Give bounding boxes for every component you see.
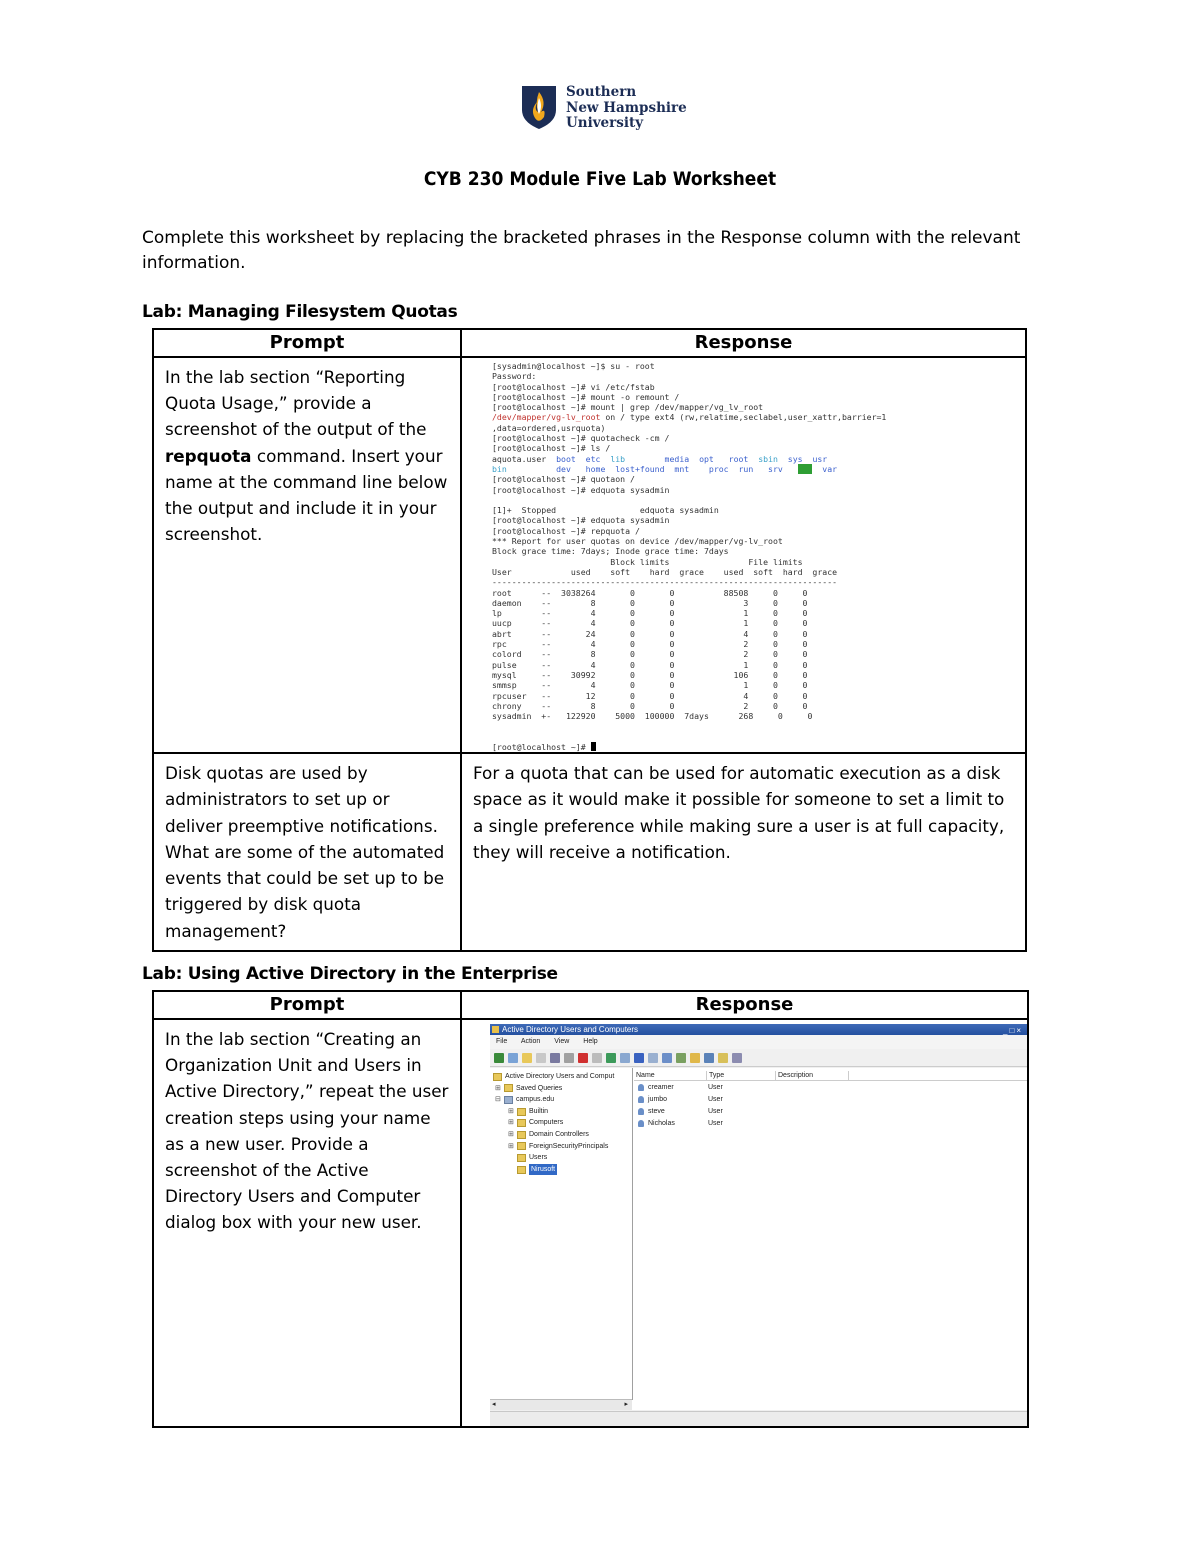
scroll-right-icon[interactable]: ▸ — [624, 1401, 628, 1408]
quota-row: abrt -- 24 0 0 4 0 0 — [492, 628, 808, 639]
tree-label: Domain Controllers — [529, 1130, 589, 1138]
term-ls: sys usr — [777, 453, 828, 464]
collapse-icon[interactable]: ⊟ — [495, 1096, 501, 1104]
term-ls: bin — [492, 463, 507, 474]
folder-icon — [517, 1154, 526, 1162]
ad-app-icon — [492, 1026, 499, 1033]
quota-row: rpcuser -- 12 0 0 4 0 0 — [492, 690, 808, 701]
folder-icon — [517, 1119, 526, 1127]
user-name: steve — [648, 1107, 665, 1115]
term-line: *** Report for user quotas on device /dev/mapper/vg-lv_root — [492, 536, 783, 547]
show-tree-icon[interactable] — [536, 1053, 546, 1063]
tree-item-domain[interactable] — [490, 1094, 632, 1106]
tree-label: ForeignSecurityPrincipals — [529, 1142, 609, 1150]
term-ls: var — [812, 463, 838, 474]
menu-file[interactable]: File — [496, 1038, 508, 1045]
lab2-heading: Lab: Using Active Directory in the Enterprise — [142, 964, 558, 984]
user-type: User — [708, 1119, 723, 1127]
col-description[interactable]: Description — [776, 1071, 849, 1080]
tree-item-users[interactable] — [490, 1152, 632, 1164]
quota-row: sysadmin +- 122920 5000 100000 7days 268 0 0 — [492, 711, 813, 722]
lab1-row1-prompt-command: repquota — [165, 445, 252, 466]
term-line: ---------------------------------------------------------------------- — [492, 577, 838, 588]
new-group-icon[interactable] — [676, 1053, 686, 1063]
ad-window-title: Active Directory Users and Computers — [502, 1025, 639, 1034]
col-type[interactable]: Type — [707, 1071, 776, 1080]
export-icon[interactable] — [620, 1053, 630, 1063]
ad-toolbar — [490, 1049, 1027, 1067]
quota-row: smmsp -- 4 0 0 1 0 0 — [492, 680, 808, 691]
tree-label: Saved Queries — [516, 1084, 563, 1092]
user-name: jumbo — [648, 1095, 668, 1103]
quota-row: mysql -- 30992 0 0 106 0 0 — [492, 669, 808, 680]
tree-label: Active Directory Users and Comput — [505, 1073, 615, 1080]
ad-tree-pane — [490, 1068, 633, 1400]
ou-icon — [517, 1166, 526, 1174]
up-folder-icon[interactable] — [522, 1053, 532, 1063]
term-line: [root@localhost ~]# edquota sysadmin — [492, 515, 670, 526]
list-item[interactable] — [634, 1081, 1027, 1093]
quota-row: colord -- 8 0 0 2 0 0 — [492, 649, 808, 660]
term-line: Block limits File limits — [492, 556, 803, 567]
user-icon — [638, 1120, 644, 1127]
expand-icon[interactable]: ⊞ — [508, 1142, 514, 1150]
filter-icon[interactable] — [704, 1053, 714, 1063]
quota-row: root -- 3038264 0 0 88508 0 0 — [492, 587, 808, 598]
lab1-heading: Lab: Managing Filesystem Quotas — [142, 302, 458, 322]
copy-icon[interactable] — [564, 1053, 574, 1063]
tree-item-selected-ou[interactable] — [490, 1164, 632, 1176]
term-line: [root@localhost ~]# mount | grep /dev/mapper/vg_lv_root — [492, 402, 764, 413]
term-line: [root@localhost ~]# vi /etc/fstab — [492, 381, 655, 392]
new-ou-icon[interactable] — [690, 1053, 700, 1063]
term-line: [root@localhost ~]# quotaon / — [492, 474, 635, 485]
cut-icon[interactable] — [550, 1053, 560, 1063]
lab1-row2-response[interactable]: For a quota that can be used for automatic execution as a disk space as it would make it possible for someone to set a limit to a single preference while making sure a user is at full capacity, they will receive a notification. — [461, 753, 1026, 950]
folder-icon — [517, 1142, 526, 1150]
user-type: User — [708, 1083, 723, 1091]
term-line: [1]+ Stopped edquota sysadmin — [492, 505, 719, 516]
lab2-prompt-header: Prompt — [153, 991, 461, 1019]
lab1-table — [152, 328, 1027, 952]
terminal-cursor — [591, 742, 596, 751]
ad-window — [490, 1024, 1027, 1426]
tree-horizontal-scrollbar[interactable] — [490, 1399, 632, 1410]
term-line: Block grace time: 7days; Inode grace time: 7days — [492, 546, 729, 557]
user-name: Nicholas — [648, 1119, 675, 1127]
lab2-table — [152, 990, 1029, 1428]
tree-label: Builtin — [529, 1107, 549, 1115]
snhu-shield-icon — [520, 84, 558, 130]
find-icon[interactable] — [718, 1053, 728, 1063]
ad-list-pane — [634, 1071, 1027, 1410]
tree-item-domain-controllers[interactable] — [490, 1129, 632, 1141]
term-line: [root@localhost ~]# mount -o remount / — [492, 391, 680, 402]
quota-row: daemon -- 8 0 0 3 0 0 — [492, 597, 808, 608]
lab1-response-header: Response — [461, 329, 1026, 357]
tree-item-root[interactable] — [490, 1071, 632, 1083]
help-icon[interactable] — [634, 1053, 644, 1063]
col-name[interactable]: Name — [634, 1071, 707, 1080]
lab2-row1-prompt: In the lab section “Creating an Organization Unit and Users in Active Directory,” repeat the user creation steps using your name as a new user. Provide a screenshot of the Active Directory Users and Computer dialog box with your new user. — [153, 1019, 461, 1427]
tree-label: Computers — [529, 1119, 564, 1127]
term-line: [root@localhost ~]# quotacheck -cm / — [492, 433, 670, 444]
window-controls[interactable]: _□× — [1003, 1026, 1023, 1035]
lab2-response-header: Response — [461, 991, 1028, 1019]
intro-paragraph: Complete this worksheet by replacing the bracketed phrases in the Response column with the relevant information. — [142, 228, 1021, 273]
domain-icon — [504, 1096, 513, 1104]
forward-icon[interactable] — [508, 1053, 518, 1063]
user-icon — [638, 1084, 644, 1091]
new-user-icon[interactable] — [662, 1053, 672, 1063]
term-ls: aquota.user — [492, 453, 557, 464]
delete-icon[interactable] — [578, 1053, 588, 1063]
tree-item-computers[interactable] — [490, 1117, 632, 1129]
tree-label: Users — [529, 1154, 548, 1162]
document-title: CYB 230 Module Five Lab Worksheet — [423, 168, 777, 190]
lab1-row1-prompt-text-b: command. Insert your name at the command line below the output and include it in your screenshot. — [165, 445, 448, 545]
term-ls: boot etc — [556, 453, 611, 464]
ad-statusbar — [490, 1411, 1027, 1426]
term-line: Password: — [492, 371, 537, 382]
term-ls-highlight: tmp — [797, 463, 813, 474]
term-ls: sbin — [758, 453, 778, 464]
logo-line-3: University — [566, 115, 644, 131]
folder-icon — [517, 1108, 526, 1116]
expand-icon[interactable]: ⊞ — [508, 1107, 514, 1115]
menu-help[interactable]: Help — [583, 1038, 598, 1045]
lab1-row1-prompt — [153, 357, 461, 753]
folder-icon — [504, 1084, 513, 1092]
term-line: [sysadmin@localhost ~]$ su - root — [492, 361, 655, 371]
ad-content — [490, 1068, 1027, 1410]
term-prompt: [root@localhost ~]# — [492, 741, 591, 752]
term-line: on / type ext4 (rw,relatime,seclabel,user_xattr,barrier=1 — [600, 412, 887, 423]
quota-row: rpc -- 4 0 0 2 0 0 — [492, 639, 808, 650]
expand-icon[interactable]: ⊞ — [495, 1084, 501, 1092]
expand-icon[interactable]: ⊞ — [508, 1119, 514, 1127]
term-ls: media opt root — [625, 453, 759, 464]
terminal-screenshot — [461, 357, 1026, 753]
tree-item-saved-queries[interactable] — [490, 1083, 632, 1095]
user-icon — [638, 1108, 644, 1115]
expand-icon[interactable]: ⊞ — [508, 1130, 514, 1138]
snhu-logo — [520, 84, 687, 132]
console-icon[interactable] — [648, 1053, 658, 1063]
user-name: creamer — [648, 1083, 674, 1091]
tree-label: campus.edu — [516, 1096, 555, 1104]
term-line: [root@localhost ~]# edquota sysadmin — [492, 484, 670, 495]
terminal-output — [462, 358, 1025, 752]
lab1-row2-prompt: Disk quotas are used by administrators to set up or deliver preemptive notifications. What are some of the automated events that could be set up to be triggered by disk quota management? — [153, 753, 461, 950]
term-ls: dev home lost+found mnt proc run srv — [506, 463, 798, 474]
user-icon — [638, 1096, 644, 1103]
folder-icon — [493, 1073, 502, 1081]
refresh-icon[interactable] — [606, 1053, 616, 1063]
lab1-row1-prompt-text-a: In the lab section “Reporting Quota Usage,” provide a screenshot of the output of the — [165, 367, 427, 440]
term-line: ,data=ordered,usrquota) — [492, 422, 606, 433]
properties-icon[interactable] — [592, 1053, 602, 1063]
term-ls: lib — [610, 453, 626, 464]
term-quota-rows — [492, 588, 812, 722]
list-item[interactable] — [634, 1093, 1027, 1105]
tree-item-builtin[interactable] — [490, 1106, 632, 1118]
list-item[interactable] — [634, 1105, 1027, 1117]
list-header — [634, 1071, 1027, 1081]
user-type: User — [708, 1107, 723, 1115]
ad-menubar — [490, 1035, 1027, 1049]
tree-item-fsp[interactable] — [490, 1141, 632, 1153]
tree-label-selected: Nirusoft — [529, 1164, 557, 1176]
back-icon[interactable] — [494, 1053, 504, 1063]
term-device-name: /dev/mapper/vg-lv_root — [492, 412, 601, 423]
list-item[interactable] — [634, 1117, 1027, 1129]
user-type: User — [708, 1095, 723, 1103]
folder-icon — [517, 1131, 526, 1139]
add-to-group-icon[interactable] — [732, 1053, 742, 1063]
scroll-left-icon[interactable]: ◂ — [492, 1401, 496, 1408]
ad-screenshot-cell — [461, 1019, 1028, 1427]
term-line: User used soft hard grace used soft hard grace — [492, 566, 838, 577]
quota-row: chrony -- 8 0 0 2 0 0 — [492, 700, 808, 711]
logo-line-2: New Hampshire — [566, 99, 687, 116]
quota-row: uucp -- 4 0 0 1 0 0 — [492, 618, 808, 629]
menu-view[interactable]: View — [554, 1038, 570, 1045]
lab1-prompt-header: Prompt — [153, 329, 461, 357]
quota-row: pulse -- 4 0 0 1 0 0 — [492, 659, 808, 670]
logo-line-1: Southern — [566, 84, 637, 100]
term-line: [root@localhost ~]# ls / — [492, 443, 611, 454]
ad-titlebar — [490, 1024, 1027, 1035]
menu-action[interactable]: Action — [520, 1038, 541, 1045]
quota-row: lp -- 4 0 0 1 0 0 — [492, 608, 808, 619]
term-line: [root@localhost ~]# repquota / — [492, 525, 640, 536]
